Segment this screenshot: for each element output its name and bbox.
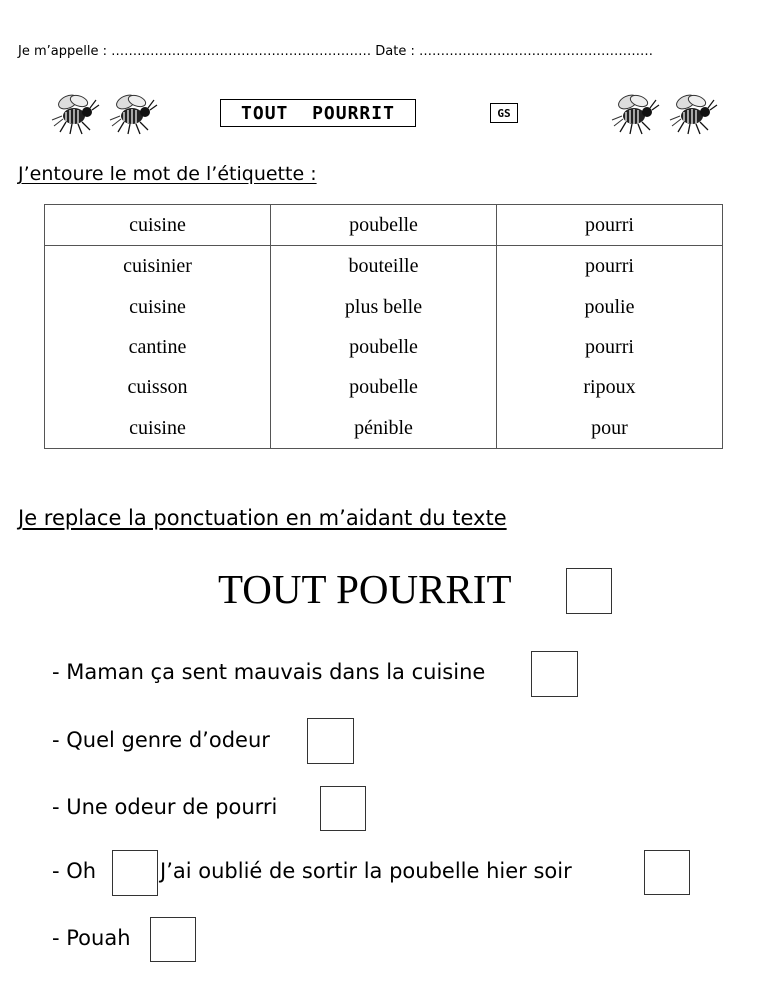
table-row [45, 286, 723, 326]
table-cell: cuisine [45, 205, 271, 246]
level-badge: GS [490, 103, 518, 123]
table-row [45, 367, 723, 407]
table-cell[interactable]: plus belle [271, 286, 497, 326]
table-cell[interactable]: pour [497, 408, 723, 449]
bee-icon [104, 90, 160, 136]
table-header-row [45, 205, 723, 246]
dialogue-line-2: - Quel genre d’odeur [52, 728, 270, 752]
date-field[interactable]: ……………………………………………… [418, 44, 653, 59]
table-row [45, 327, 723, 367]
table-cell[interactable]: cuisine [45, 408, 271, 449]
punctuation-box[interactable] [150, 917, 196, 962]
dialogue-line-5: - Pouah [52, 926, 131, 950]
punctuation-box[interactable] [320, 786, 366, 831]
table-cell[interactable]: cuisson [45, 367, 271, 407]
word-table [44, 204, 723, 449]
table-cell: poubelle [271, 205, 497, 246]
table-cell[interactable]: ripoux [497, 367, 723, 407]
punctuation-box[interactable] [307, 718, 354, 764]
dialogue-line-4a: - Oh [52, 859, 97, 883]
table-cell[interactable]: cuisine [45, 286, 271, 326]
punctuation-box[interactable] [644, 850, 690, 895]
dialogue-line-4b: J’ai oublié de sortir la poubelle hier soir [160, 859, 572, 883]
dialogue-line-1: - Maman ça sent mauvais dans la cuisine [52, 660, 486, 684]
table-cell: pourri [497, 205, 723, 246]
name-field[interactable]: …………………………………………………… [111, 44, 372, 59]
worksheet-title: TOUT POURRIT [220, 99, 416, 127]
punctuation-box[interactable] [112, 850, 158, 896]
table-row [45, 408, 723, 449]
date-label: Date : [375, 44, 415, 59]
table-cell[interactable]: poubelle [271, 327, 497, 367]
text-title: TOUT POURRIT [218, 566, 512, 612]
table-cell[interactable]: pénible [271, 408, 497, 449]
name-date-line [18, 44, 653, 59]
table-cell[interactable]: pourri [497, 327, 723, 367]
table-cell[interactable]: cuisinier [45, 246, 271, 287]
bee-icon [46, 90, 102, 136]
punctuation-box[interactable] [531, 651, 578, 697]
punctuation-box[interactable] [566, 568, 612, 614]
bee-icon [664, 90, 720, 136]
table-cell[interactable]: pourri [497, 246, 723, 287]
table-cell[interactable]: poubelle [271, 367, 497, 407]
section2-heading: Je replace la ponctuation en m’aidant du texte [18, 506, 507, 530]
table-cell[interactable]: cantine [45, 327, 271, 367]
table-cell[interactable]: poulie [497, 286, 723, 326]
dialogue-line-3: - Une odeur de pourri [52, 795, 278, 819]
table-cell[interactable]: bouteille [271, 246, 497, 287]
table-row [45, 246, 723, 287]
bee-icon [606, 90, 662, 136]
name-label: Je m’appelle : [18, 44, 107, 59]
section1-heading: J’entoure le mot de l’étiquette : [18, 163, 317, 185]
